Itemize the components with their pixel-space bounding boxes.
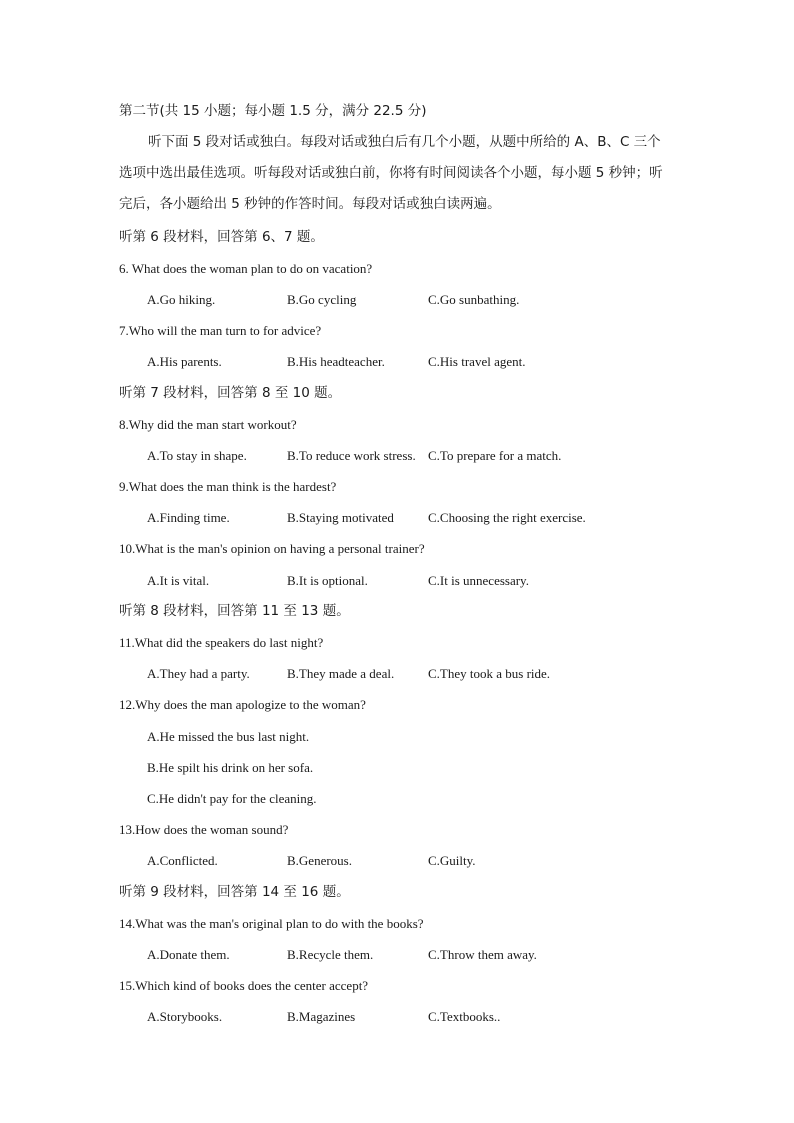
question-15-stem: 15.Which kind of books does the center accept? bbox=[119, 978, 369, 993]
question-12-option-a[interactable]: A.He missed the bus last night. bbox=[147, 729, 310, 744]
question-7-option-c[interactable]: C.His travel agent. bbox=[428, 354, 526, 369]
material-8-header: 听第 8 段材料，回答第 11 至 13 题。 bbox=[119, 603, 350, 619]
question-14-option-b[interactable]: B.Recycle them. bbox=[287, 947, 374, 962]
question-11-option-b[interactable]: B.They made a deal. bbox=[287, 666, 395, 681]
instructions-line-3: 完后，各小题给出 5 秒钟的作答时间。每段对话或独白读两遍。 bbox=[119, 196, 501, 212]
section-title: 第二节(共 15 小题；每小题 1.5 分，满分 22.5 分) bbox=[119, 103, 427, 119]
material-6-header: 听第 6 段材料，回答第 6、7 题。 bbox=[119, 229, 324, 245]
question-10-stem: 10.What is the man's opinion on having a personal trainer? bbox=[119, 541, 425, 556]
question-11-stem: 11.What did the speakers do last night? bbox=[119, 635, 324, 650]
question-13-option-a[interactable]: A.Conflicted. bbox=[147, 853, 218, 868]
question-9-stem: 9.What does the man think is the hardest? bbox=[119, 479, 337, 494]
question-8-option-a[interactable]: A.To stay in shape. bbox=[147, 448, 247, 463]
question-7-option-b[interactable]: B.His headteacher. bbox=[287, 354, 385, 369]
question-11-option-a[interactable]: A.They had a party. bbox=[147, 666, 250, 681]
material-7-header: 听第 7 段材料，回答第 8 至 10 题。 bbox=[119, 385, 342, 401]
question-12-stem: 12.Why does the man apologize to the woman? bbox=[119, 697, 366, 712]
question-15-option-b[interactable]: B.Magazines bbox=[287, 1009, 356, 1024]
question-10-option-a[interactable]: A.It is vital. bbox=[147, 573, 210, 588]
question-8-stem: 8.Why did the man start workout? bbox=[119, 417, 297, 432]
question-15-option-a[interactable]: A.Storybooks. bbox=[147, 1009, 223, 1024]
material-9-header: 听第 9 段材料，回答第 14 至 16 题。 bbox=[119, 884, 350, 900]
question-13-stem: 13.How does the woman sound? bbox=[119, 822, 289, 837]
question-13-option-c[interactable]: C.Guilty. bbox=[428, 853, 476, 868]
instructions-line-2: 选项中选出最佳选项。听每段对话或独白前，你将有时间阅读各个小题，每小题 5 秒钟；听 bbox=[119, 165, 663, 181]
instructions-line-1: 听下面 5 段对话或独白。每段对话或独白后有几个小题，从题中所给的 A、B、C 三个 bbox=[148, 134, 661, 150]
question-14-option-c[interactable]: C.Throw them away. bbox=[428, 947, 537, 962]
question-12-option-b[interactable]: B.He spilt his drink on her sofa. bbox=[147, 760, 314, 775]
question-13-option-b[interactable]: B.Generous. bbox=[287, 853, 352, 868]
question-12-option-c[interactable]: C.He didn't pay for the cleaning. bbox=[147, 791, 317, 806]
question-8-option-b[interactable]: B.To reduce work stress. bbox=[287, 448, 416, 463]
question-6-option-a[interactable]: A.Go hiking. bbox=[147, 292, 216, 307]
question-15-option-c[interactable]: C.Textbooks.. bbox=[428, 1009, 501, 1024]
question-6-option-c[interactable]: C.Go sunbathing. bbox=[428, 292, 520, 307]
question-9-option-b[interactable]: B.Staying motivated bbox=[287, 510, 394, 525]
question-14-stem: 14.What was the man's original plan to do with the books? bbox=[119, 916, 424, 931]
question-11-option-c[interactable]: C.They took a bus ride. bbox=[428, 666, 551, 681]
question-6-stem: 6. What does the woman plan to do on vacation? bbox=[119, 261, 373, 276]
question-7-stem: 7.Who will the man turn to for advice? bbox=[119, 323, 322, 338]
question-9-option-a[interactable]: A.Finding time. bbox=[147, 510, 230, 525]
question-8-option-c[interactable]: C.To prepare for a match. bbox=[428, 448, 562, 463]
question-7-option-a[interactable]: A.His parents. bbox=[147, 354, 222, 369]
question-9-option-c[interactable]: C.Choosing the right exercise. bbox=[428, 510, 586, 525]
question-6-option-b[interactable]: B.Go cycling bbox=[287, 292, 357, 307]
question-10-option-b[interactable]: B.It is optional. bbox=[287, 573, 368, 588]
question-14-option-a[interactable]: A.Donate them. bbox=[147, 947, 230, 962]
question-10-option-c[interactable]: C.It is unnecessary. bbox=[428, 573, 529, 588]
